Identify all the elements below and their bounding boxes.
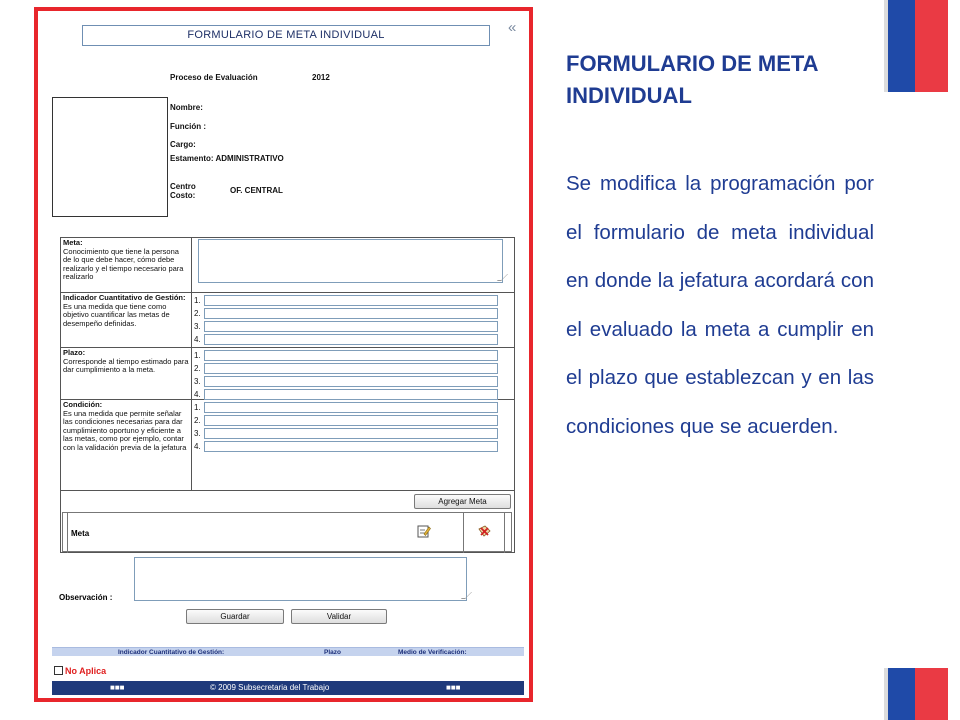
collapse-icon[interactable]: « — [508, 19, 517, 36]
meta-title: Meta: — [63, 238, 83, 247]
plazo-input-4[interactable] — [204, 389, 498, 400]
meta-textarea[interactable] — [198, 239, 503, 283]
num-label: 4. — [194, 390, 201, 399]
indicador-title: Indicador Cuantitativo de Gestión: — [63, 293, 186, 302]
plazo-cell — [61, 348, 192, 400]
num-label: 1. — [194, 403, 201, 412]
indicador-input-4[interactable] — [204, 334, 498, 345]
indicador-inputs — [192, 293, 514, 348]
plazo-inputs — [192, 348, 514, 400]
footer-right: ■■■ — [446, 683, 461, 692]
num-label: 2. — [194, 309, 201, 318]
centro-value: OF. CENTRAL — [230, 186, 283, 195]
slide-title: FORMULARIO DE META INDIVIDUAL — [566, 51, 818, 108]
flag-top-decoration — [884, 0, 948, 92]
condicion-inputs — [192, 400, 514, 491]
condicion-desc: Es una medida que permite señalar las condiciones necesarias para dar cumplimiento oportuno y eficiente a las metas, como por ejemplo, contar con la validación previa de la jefatura — [63, 408, 187, 452]
num-label: 3. — [194, 377, 201, 386]
footer-center: © 2009 Subsecretaria del Trabajo — [210, 683, 330, 692]
plazo-input-2[interactable] — [204, 363, 498, 374]
col-indicador: Indicador Cuantitativo de Gestión: — [118, 649, 225, 656]
plazo-input-1[interactable] — [204, 350, 498, 361]
nombre-label: Nombre: — [170, 103, 203, 112]
indicador-desc: Es una medida que tiene como objetivo cuantificar las metas de desempeño definidas. — [63, 301, 170, 328]
num-label: 1. — [194, 296, 201, 305]
meta-row-label: Meta — [71, 529, 90, 538]
cargo-label: Cargo: — [170, 140, 196, 149]
indicador-input-2[interactable] — [204, 308, 498, 319]
observacion-textarea[interactable] — [134, 557, 467, 601]
form-screenshot — [34, 7, 533, 702]
meta-cell — [61, 238, 192, 293]
meta-input-cell — [192, 238, 514, 293]
condicion-cell — [61, 400, 192, 491]
indicador-input-1[interactable] — [204, 295, 498, 306]
num-label: 4. — [194, 335, 201, 344]
indicador-cell — [61, 293, 192, 348]
condicion-input-3[interactable] — [204, 428, 498, 439]
guardar-button[interactable]: Guardar — [186, 609, 284, 624]
form-footer — [52, 681, 524, 695]
proceso-year: 2012 — [312, 73, 330, 82]
num-label: 3. — [194, 429, 201, 438]
condicion-input-4[interactable] — [204, 441, 498, 452]
condicion-title: Condición: — [63, 400, 103, 409]
plazo-desc: Corresponde al tiempo estimado para dar cumplimiento a la meta. — [63, 356, 189, 374]
meta-definition-table — [60, 237, 515, 553]
centro-label-1: Centro — [170, 182, 196, 191]
condicion-input-2[interactable] — [204, 415, 498, 426]
validar-button[interactable]: Validar — [291, 609, 387, 624]
summary-table-header — [52, 647, 524, 656]
form-title: FORMULARIO DE META INDIVIDUAL — [82, 25, 490, 46]
proceso-label: Proceso de Evaluación — [170, 73, 258, 82]
estamento-label: Estamento: ADMINISTRATIVO — [170, 154, 284, 163]
funcion-label: Función : — [170, 122, 206, 131]
footer-left: ■■■ — [110, 683, 125, 692]
observacion-label: Observación : — [59, 593, 113, 602]
plazo-title: Plazo: — [63, 348, 86, 357]
photo-placeholder — [52, 97, 168, 217]
centro-label-2: Costo: — [170, 191, 196, 200]
num-label: 4. — [194, 442, 201, 451]
col-medio: Medio de Verificación: — [398, 649, 467, 656]
delete-icon[interactable] — [477, 524, 491, 538]
indicador-input-3[interactable] — [204, 321, 498, 332]
slide-paragraph: Se modifica la programación por el formulario de meta individual en donde la jefatura acordará con el evaluado la meta a cumplir en el plazo que establezcan y en las condiciones que se acuerden. — [566, 172, 874, 438]
flag-bottom-decoration — [884, 668, 948, 720]
condicion-input-1[interactable] — [204, 402, 498, 413]
num-label: 1. — [194, 351, 201, 360]
plazo-input-3[interactable] — [204, 376, 498, 387]
no-aplica-option[interactable] — [54, 666, 106, 676]
num-label: 3. — [194, 322, 201, 331]
no-aplica-checkbox[interactable] — [54, 666, 63, 675]
agregar-meta-button[interactable]: Agregar Meta — [414, 494, 511, 509]
num-label: 2. — [194, 364, 201, 373]
edit-icon[interactable] — [417, 524, 431, 538]
num-label: 2. — [194, 416, 201, 425]
no-aplica-label: No Aplica — [65, 666, 107, 676]
meta-list-row — [62, 512, 512, 552]
col-plazo: Plazo — [324, 649, 341, 656]
meta-desc: Conocimiento que tiene la persona de lo que debe hacer, cómo debe realizarlo y el tiempo necesario para realizarlo — [63, 246, 184, 281]
